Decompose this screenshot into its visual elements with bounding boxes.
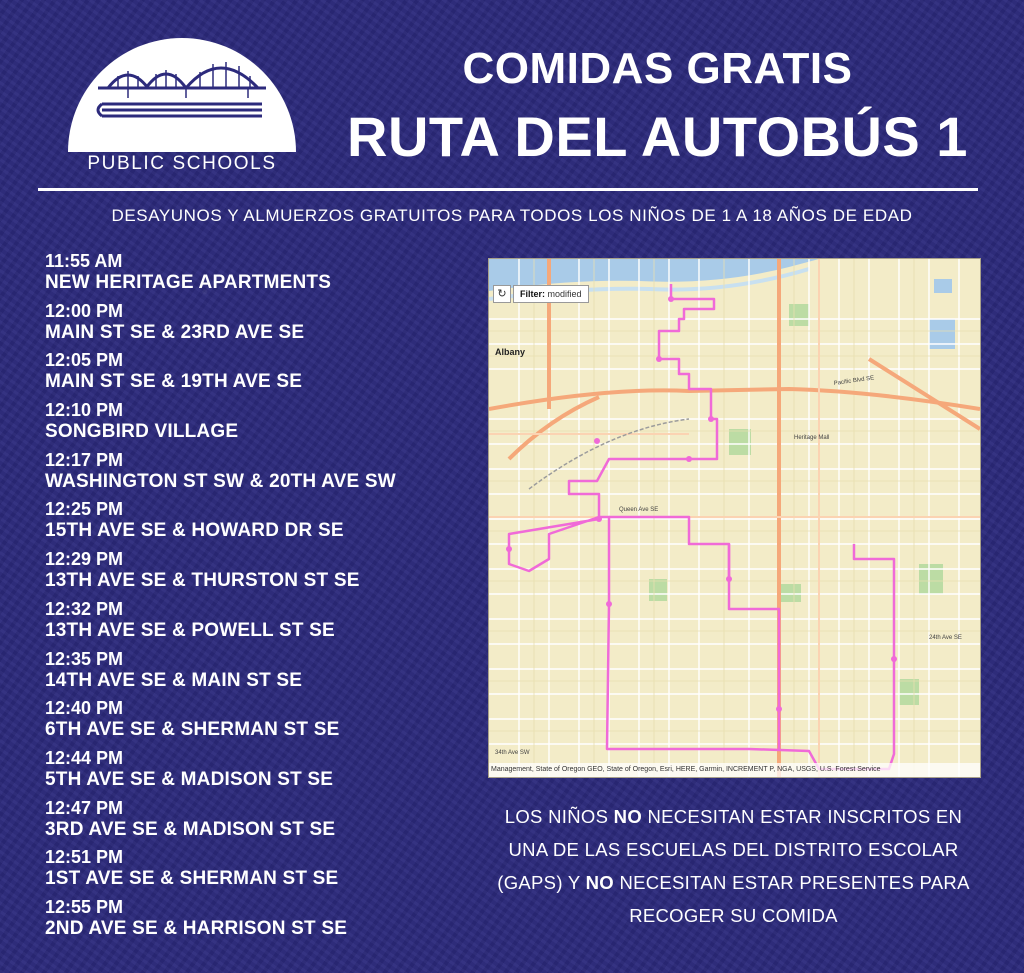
stop-location: 5TH AVE SE & MADISON ST SE xyxy=(45,768,334,790)
header-divider xyxy=(38,188,978,191)
note-part: LOS NIÑOS xyxy=(504,806,614,827)
stop-time: 12:44 PM xyxy=(45,747,124,768)
stop-time: 11:55 AM xyxy=(45,251,123,271)
filter-value: modified xyxy=(547,289,582,299)
schedule-stop xyxy=(45,399,475,449)
enrollment-note xyxy=(488,800,979,932)
stop-location: 2ND AVE SE & HARRISON ST SE xyxy=(45,917,348,939)
note-emphasis: NO xyxy=(585,872,614,893)
stop-location: 13TH AVE SE & THURSTON ST SE xyxy=(45,570,360,592)
park xyxy=(779,584,801,602)
map-road-label: Pacific Blvd SE xyxy=(833,375,875,387)
stop-time: 12:25 PM xyxy=(45,499,124,520)
stop-time: 12:10 PM xyxy=(45,400,124,421)
schedule-stop xyxy=(45,300,475,350)
title-line-2: RUTA DEL AUTOBÚS 1 xyxy=(347,105,968,168)
stop-location: 14TH AVE SE & MAIN ST SE xyxy=(45,669,303,691)
schedule-stop xyxy=(45,498,475,548)
stop-location: 3RD AVE SE & MADISON ST SE xyxy=(45,818,336,840)
map-road-label: 24th Ave SE xyxy=(929,635,962,641)
schedule-stop xyxy=(45,896,475,946)
stop-time: 12:55 PM xyxy=(45,896,124,917)
stop-time: 12:51 PM xyxy=(45,847,124,868)
map-road-label: 34th Ave SW xyxy=(495,750,530,756)
title-line-1: COMIDAS GRATIS xyxy=(462,44,853,93)
park xyxy=(729,429,751,455)
map-canvas[interactable] xyxy=(489,259,980,777)
map-poi-label: Heritage Mall xyxy=(794,435,830,441)
logo-name: GREATER ALBANY xyxy=(81,130,283,153)
schedule-stop xyxy=(45,349,475,399)
filter-label: Filter: xyxy=(520,289,546,299)
stop-time: 12:05 PM xyxy=(45,350,124,371)
stop-time: 12:29 PM xyxy=(45,549,124,570)
schedule-stop xyxy=(45,747,475,797)
stop-location: WASHINGTON ST SW & 20TH AVE SW xyxy=(45,470,396,492)
gaps-logo xyxy=(68,30,296,180)
map-attribution: Management, State of Oregon GEO, State of Oregon, Esri, HERE, Garmin, INCREMENT P, NGA, USGS, U.S. Forest Service xyxy=(489,763,981,777)
park xyxy=(789,304,809,326)
note-emphasis: NO xyxy=(613,806,643,827)
bus-route xyxy=(509,284,894,769)
lake xyxy=(934,279,952,293)
stop-location: 15TH AVE SE & HOWARD DR SE xyxy=(45,520,344,542)
schedule-stop xyxy=(45,648,475,698)
map-road-label: Queen Ave SE xyxy=(619,507,659,513)
logo-subtitle: PUBLIC SCHOOLS xyxy=(87,153,277,174)
schedule-list xyxy=(45,250,475,946)
stop-location: 6TH AVE SE & SHERMAN ST SE xyxy=(45,719,340,741)
schedule-stop xyxy=(45,598,475,648)
stop-time: 12:17 PM xyxy=(45,449,124,470)
stop-location: 13TH AVE SE & POWELL ST SE xyxy=(45,619,335,641)
stop-location: MAIN ST SE & 23RD AVE SE xyxy=(45,321,305,343)
stop-time: 12:35 PM xyxy=(45,648,124,669)
note-part: NECESITAN ESTAR INSCRITOS EN UNA DE LAS ESCUELAS DEL DISTRITO ESCOLAR (GAPS) Y xyxy=(497,806,963,893)
schedule-stop xyxy=(45,250,475,300)
schedule-stop xyxy=(45,846,475,896)
refresh-icon[interactable]: ↻ xyxy=(493,285,511,303)
stop-location: SONGBIRD VILLAGE xyxy=(45,421,239,443)
stop-time: 12:47 PM xyxy=(45,797,124,818)
schedule-stop xyxy=(45,697,475,747)
subtitle: DESAYUNOS Y ALMUERZOS GRATUITOS PARA TODOS LOS NIÑOS DE 1 A 18 AÑOS DE EDAD xyxy=(111,206,913,225)
note-part: NECESITAN ESTAR PRESENTES PARA RECOGER SU COMIDA xyxy=(614,872,970,926)
stop-time: 12:00 PM xyxy=(45,300,124,321)
schedule-stop xyxy=(45,797,475,847)
park xyxy=(899,679,919,705)
stop-time: 12:32 PM xyxy=(45,598,124,619)
stop-location: 1ST AVE SE & SHERMAN ST SE xyxy=(45,868,339,890)
stop-location: NEW HERITAGE APARTMENTS xyxy=(45,272,332,293)
schedule-stop xyxy=(45,449,475,499)
map-city-label: Albany xyxy=(495,347,526,357)
schedule-stop xyxy=(45,548,475,598)
stop-time: 12:40 PM xyxy=(45,698,124,719)
stop-location: MAIN ST SE & 19TH AVE SE xyxy=(45,371,303,393)
route-map[interactable] xyxy=(488,258,981,778)
map-filter[interactable] xyxy=(513,285,589,303)
park xyxy=(649,579,667,601)
